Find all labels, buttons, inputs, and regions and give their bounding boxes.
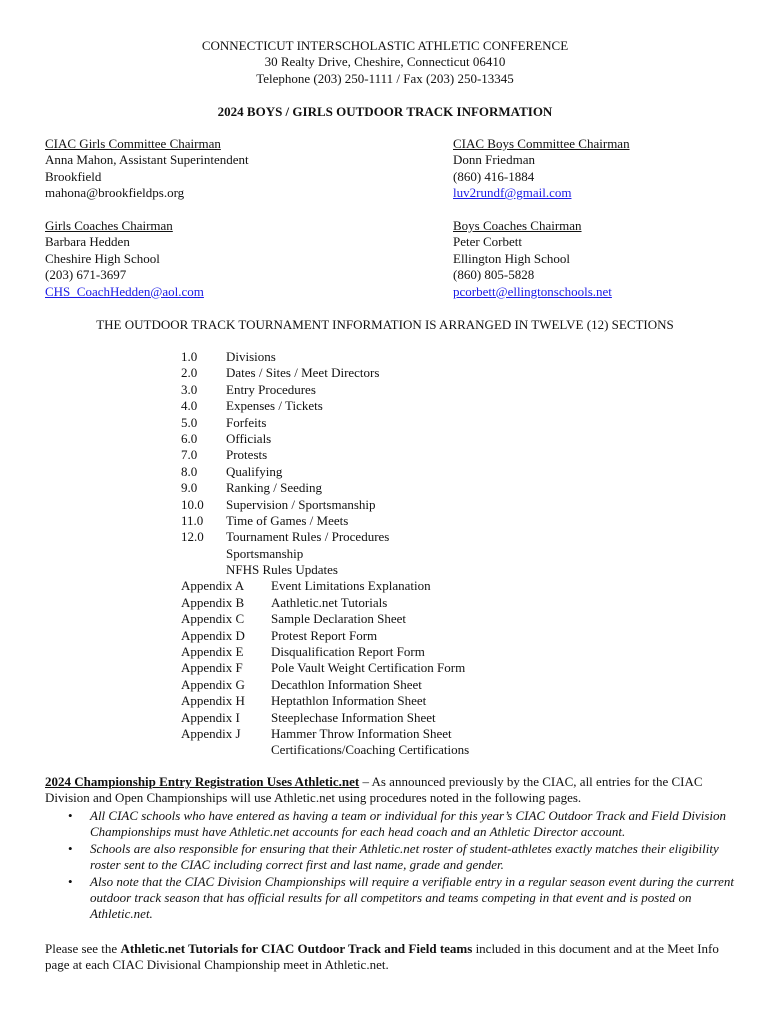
appendix-title: Hammer Throw Information Sheet xyxy=(271,725,452,741)
section-title: Protests xyxy=(226,447,268,463)
boys-coaches-email-link[interactable]: pcorbett@ellingtonschools.net xyxy=(453,283,612,299)
girls-committee-heading: CIAC Girls Committee Chairman xyxy=(45,136,221,151)
girls-committee-email: mahona@brookfieldps.org xyxy=(45,185,185,201)
section-title: Entry Procedures xyxy=(226,381,316,397)
section-title: Qualifying xyxy=(226,463,283,479)
appendix-label: Appendix E xyxy=(181,644,244,660)
bullet-icon: • xyxy=(68,808,73,823)
section-title: Tournament Rules / Procedures xyxy=(226,529,390,545)
boys-coaches-school: Ellington High School xyxy=(453,250,570,266)
appendix-title: Disqualification Report Form xyxy=(271,644,425,660)
section-title: Dates / Sites / Meet Directors xyxy=(226,365,380,381)
registration-bullets xyxy=(45,808,735,923)
boys-coaches-phone: (860) 805-5828 xyxy=(453,267,535,283)
girls-coaches-phone: (203) 671-3697 xyxy=(45,267,127,283)
appendix-title: Pole Vault Weight Certification Form xyxy=(271,660,466,676)
appendix-title: Aathletic.net Tutorials xyxy=(271,594,388,610)
section-number: 8.0 xyxy=(181,463,198,479)
section-number: 3.0 xyxy=(181,381,198,397)
section-number: 2.0 xyxy=(181,365,198,381)
appendix-label: Appendix A xyxy=(181,578,245,594)
section-number: 6.0 xyxy=(181,430,198,446)
appendix-title: Decathlon Information Sheet xyxy=(271,676,422,692)
bullet-text: Schools are also responsible for ensuring that their Athletic.net roster of student-athletes exactly matches their eligibility roster sent to the CIAC including correct first and last name, grade and gender. xyxy=(90,840,719,873)
closing-tutorials-link-text: Athletic.net Tutorials for CIAC Outdoor Track and Field teams xyxy=(120,941,473,956)
bullet-icon: • xyxy=(68,873,73,889)
org-phone: Telephone (203) 250-1111 / Fax (203) 250-13345 xyxy=(256,71,514,86)
registration-heading: 2024 Championship Entry Registration Uses Athletic.net xyxy=(45,774,360,789)
section-number: 1.0 xyxy=(181,349,198,364)
appendix-label: Appendix G xyxy=(181,676,245,692)
document-title: 2024 BOYS / GIRLS OUTDOOR TRACK INFORMATION xyxy=(217,104,553,119)
section-title: Expenses / Tickets xyxy=(226,398,323,414)
boys-committee-email-link[interactable]: luv2rundf@gmail.com xyxy=(453,185,572,201)
closing-text-before: Please see the xyxy=(45,941,121,956)
sections-intro: THE OUTDOOR TRACK TOURNAMENT INFORMATION IS ARRANGED IN TWELVE (12) SECTIONS xyxy=(96,317,674,332)
section-number: 4.0 xyxy=(181,398,198,414)
closing-text-after: included in this document and at the Meet Info page at each CIAC Divisional Championship meet in Athletic.net. xyxy=(45,941,719,973)
girls-coaches-block xyxy=(45,218,204,300)
boys-committee-heading: CIAC Boys Committee Chairman xyxy=(453,136,630,151)
section-title: Supervision / Sportsmanship xyxy=(226,496,376,512)
boys-coaches-block xyxy=(453,218,612,300)
section-title: Officials xyxy=(226,430,272,446)
section-title: Sportsmanship xyxy=(226,545,304,561)
appendix-label: Appendix H xyxy=(181,693,245,709)
boys-coaches-name: Peter Corbett xyxy=(453,234,522,250)
appendix-title: Event Limitations Explanation xyxy=(271,578,431,594)
appendix-title: Sample Declaration Sheet xyxy=(271,611,407,627)
appendix-label: Appendix C xyxy=(181,611,245,627)
section-number: 10.0 xyxy=(181,496,204,512)
org-address: 30 Realty Drive, Cheshire, Connecticut 06410 xyxy=(264,54,506,69)
appendix-label: Appendix B xyxy=(181,594,245,610)
bullet-text: Also note that the CIAC Division Championships will require a verifiable entry in a regular season event during the current outdoor track season that has official results for all competitors and teams competing in that event and is posted on Athletic.net. xyxy=(90,873,735,922)
boys-committee-phone: (860) 416-1884 xyxy=(453,168,535,184)
section-title: Ranking / Seeding xyxy=(226,480,323,496)
org-name: CONNECTICUT INTERSCHOLASTIC ATHLETIC CONFERENCE xyxy=(201,38,569,53)
girls-coaches-heading: Girls Coaches Chairman xyxy=(45,218,173,233)
boys-coaches-heading: Boys Coaches Chairman xyxy=(453,218,582,233)
appendix-title: Heptathlon Information Sheet xyxy=(271,693,427,709)
closing-paragraph xyxy=(45,941,725,974)
section-number: 9.0 xyxy=(181,480,198,496)
appendix-title: Certifications/Coaching Certifications xyxy=(271,742,470,758)
list-item xyxy=(45,874,735,923)
boys-committee-name: Donn Friedman xyxy=(453,152,535,168)
section-number: 12.0 xyxy=(181,529,204,545)
section-title: Time of Games / Meets xyxy=(226,512,349,528)
section-title: Divisions xyxy=(226,349,276,364)
girls-coaches-email-link[interactable]: CHS_CoachHedden@aol.com xyxy=(45,283,204,299)
girls-coaches-school: Cheshire High School xyxy=(45,250,160,266)
appendix-label: Appendix J xyxy=(181,725,241,741)
appendix-label: Appendix I xyxy=(181,709,240,725)
section-title: Forfeits xyxy=(226,414,267,430)
list-item xyxy=(45,841,735,874)
section-number: 7.0 xyxy=(181,447,198,463)
registration-text: – As announced previously by the CIAC, all entries for the CIAC Division and Open Championships will use Athletic.net using procedures noted in the following pages. xyxy=(45,774,703,806)
appendix-title: Steeplechase Information Sheet xyxy=(271,709,436,725)
appendix-label: Appendix F xyxy=(181,660,243,676)
girls-committee-school: Brookfield xyxy=(45,168,102,184)
boys-committee-block xyxy=(453,136,630,202)
list-item xyxy=(45,808,735,841)
section-title: NFHS Rules Updates xyxy=(226,562,338,578)
bullet-text: All CIAC schools who have entered as having a team or individual for this year’s CIAC Outdoor Track and Field Division Championships must have Athletic.net accounts for each head coach and an Athletic Director account. xyxy=(90,808,726,840)
bullet-icon: • xyxy=(68,840,73,856)
section-number: 11.0 xyxy=(181,512,204,528)
appendix-title: Protest Report Form xyxy=(271,627,378,643)
appendix-label: Appendix D xyxy=(181,627,245,643)
girls-committee-block xyxy=(45,136,249,202)
registration-paragraph xyxy=(45,774,725,807)
girls-committee-name: Anna Mahon, Assistant Superintendent xyxy=(45,152,249,168)
section-number: 5.0 xyxy=(181,414,198,430)
girls-coaches-name: Barbara Hedden xyxy=(45,234,130,250)
